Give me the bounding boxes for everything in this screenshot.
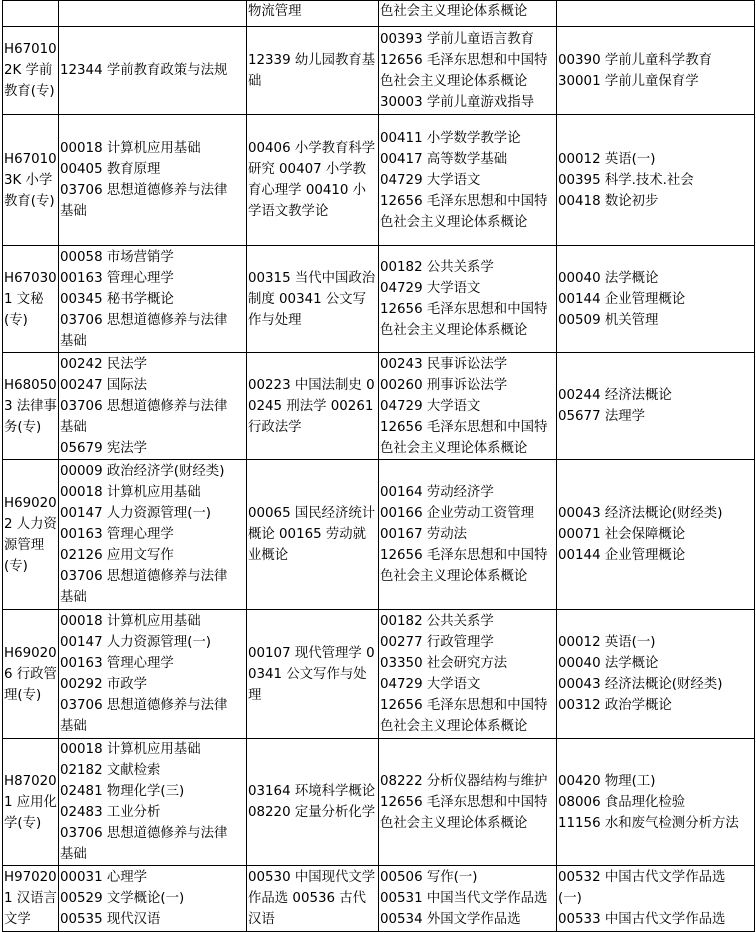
cell-line: 04729 大学语文 [380,398,481,414]
cell-text: H670103K 小学教育(专) [4,151,57,209]
cell-line: 08222 分析仪器结构与维护 [380,773,548,789]
cell-col4 [379,115,557,246]
cell-major [3,246,59,353]
cell-col3 [247,866,379,932]
cell-line: 08006 食品理化检验 [558,794,686,810]
cell-line: 02481 物理化学(三) [60,784,185,799]
cell-line: 11156 水和废气检测分析方法 [558,815,739,831]
cell-line: 00244 经济法概论 [558,388,672,403]
cell-text: 00406 小学教育科学研究 00407 小学教育心理学 00410 小学语文教学论 [248,141,376,219]
cell-line: 12656 毛泽东思想和中国特 [380,302,548,317]
cell-col4 [379,246,557,353]
cell-text: H870201 应用化学(专) [4,773,57,831]
cell-line: 00247 国际法 [60,377,148,393]
cell-line: 02182 文献检索 [60,763,161,778]
cell-line: 04729 大学语文 [380,172,481,188]
cell-col3 [247,460,379,610]
cell-line: 05677 法理学 [558,409,646,424]
cell-col2 [59,866,247,932]
cell-line: 00018 计算机应用基础 [60,614,201,629]
cell-line: 00144 企业管理概论 [558,548,686,563]
cell-line: 12344 学前教育政策与法规 [60,63,228,78]
cell-col4 [379,866,557,932]
cell-col2 [59,27,247,115]
cell-line: 00040 法学概论 [558,656,659,671]
cell-col4 [379,610,557,739]
cell-col2 [59,610,247,739]
cell-text: 12339 幼儿园教育基础 [248,52,376,89]
table-row [3,353,755,460]
cell-line: 00018 计算机应用基础 [60,141,201,156]
cell-line: 00147 人力资源管理(一) [60,506,212,521]
table-row [3,739,755,866]
cell-col5 [557,115,755,246]
cell-line: 基础 [60,204,87,219]
cell-col2 [59,1,247,27]
cell-line: 04729 大学语文 [380,677,481,692]
cell-text: 00530 中国现代文学作品选 00536 古代汉语 [248,870,376,927]
cell-line: 00009 政治经济学(财经类) [60,464,225,479]
cell-major [3,1,59,27]
cell-line: 00418 数论初步 [558,193,659,209]
table-row [3,246,755,353]
cell-line: 00312 政治学概论 [558,698,672,713]
cell-line: 00292 市政学 [60,677,148,692]
cell-line: 00277 行政管理学 [380,635,494,650]
cell-col3 [247,115,379,246]
cell-line: 00043 经济法概论(财经类) [558,677,723,692]
cell-line: 03350 社会研究方法 [380,656,508,671]
cell-col3 [247,246,379,353]
cell-line: 色社会主义理论体系概论 [380,440,528,456]
cell-col5 [557,1,755,27]
cell-line: 30003 学前儿童游戏指导 [380,94,534,110]
cell-col3 [247,610,379,739]
cell-line: 00534 外国文学作品选 [380,912,521,927]
table-row [3,27,755,115]
cell-line: (一) [558,891,582,906]
cell-line: 00147 人力资源管理(一) [60,635,212,650]
table-row-top [3,1,755,27]
cell-line: 00018 计算机应用基础 [60,742,201,757]
cell-col2 [59,460,247,610]
cell-line: 00260 刑事诉讼法学 [380,377,508,393]
cell-line: 00071 社会保障概论 [558,527,686,542]
cell-line: 00043 经济法概论(财经类) [558,506,723,521]
cell-col5 [557,610,755,739]
cell-text: 00223 中国法制史 00245 刑法学 00261 行政法学 [248,377,375,435]
cell-line: 色社会主义理论体系概论 [380,4,528,19]
cell-line: 12656 毛泽东思想和中国特 [380,52,548,68]
cell-line: 00506 写作(一) [380,870,478,885]
cell-col3 [247,27,379,115]
cell-col4 [379,27,557,115]
cell-line: 色社会主义理论体系概论 [380,815,528,831]
cell-line: 色社会主义理论体系概论 [380,214,528,230]
cell-text: H670102K 学前教育(专) [4,42,57,99]
cell-line: 基础 [60,419,87,435]
cell-line: 12656 毛泽东思想和中国特 [380,419,548,435]
cell-text: H970201 汉语言文学 [4,870,57,927]
cell-line: 00345 秘书学概论 [60,291,174,307]
cell-line: 03706 思想道德修养与法律 [60,183,228,198]
cell-col5 [557,460,755,610]
cell-line: 03706 思想道德修养与法律 [60,312,228,328]
cell-major [3,115,59,246]
cell-line: 00031 心理学 [60,870,148,885]
cell-col3 [247,739,379,866]
cell-line: 00420 物理(工) [558,773,656,789]
cell-line: 色社会主义理论体系概论 [380,719,528,734]
cell-line: 00509 机关管理 [558,312,659,328]
cell-line: 05679 宪法学 [60,440,148,456]
cell-line: 色社会主义理论体系概论 [380,569,528,584]
cell-major [3,610,59,739]
cell-line: 00144 企业管理概论 [558,291,686,307]
cell-line: 00395 科学.技术.社会 [558,172,694,188]
cell-col4 [379,460,557,610]
cell-line: 00242 民法学 [60,356,148,372]
cell-line: 12656 毛泽东思想和中国特 [380,548,548,563]
cell-text: 00107 现代管理学 00341 公文写作与处理 [248,645,375,703]
cell-line: 03706 思想道德修养与法律 [60,398,228,414]
cell-text: 00315 当代中国政治制度 00341 公文写作与处理 [248,270,376,328]
cell-col2 [59,115,247,246]
cell-line: 00163 管理心理学 [60,270,174,286]
cell-line: 00166 企业劳动工资管理 [380,506,534,521]
cell-col2 [59,353,247,460]
cell-major [3,739,59,866]
cell-line: 00417 高等数学基础 [380,151,508,167]
cell-line: 物流管理 [248,4,302,19]
cell-line: 30001 学前儿童保育学 [558,73,699,89]
cell-line: 00182 公共关系学 [380,260,494,275]
cell-line: 00163 管理心理学 [60,656,174,671]
cell-col5 [557,866,755,932]
exam-course-table [2,0,755,932]
cell-line: 04729 大学语文 [380,281,481,296]
cell-line: 03706 思想道德修养与法律 [60,569,228,584]
table-row [3,460,755,610]
cell-line: 00164 劳动经济学 [380,485,494,500]
cell-line: 基础 [60,590,87,605]
cell-line: 00163 管理心理学 [60,527,174,542]
cell-line: 00012 英语(一) [558,151,656,167]
cell-text: 03164 环境科学概论 08220 定量分析化学 [248,784,376,820]
cell-col4 [379,353,557,460]
cell-major [3,353,59,460]
cell-line: 基础 [60,333,87,349]
cell-line: 基础 [60,719,87,734]
cell-text: H680503 法律事务(专) [4,377,57,435]
cell-line: 00058 市场营销学 [60,249,174,265]
cell-col4 [379,739,557,866]
cell-major [3,866,59,932]
table-body [3,1,755,932]
cell-line: 02126 应用文写作 [60,548,174,563]
cell-text: H690202 人力资源管理(专) [4,495,57,574]
cell-col3 [247,353,379,460]
cell-line: 00405 教育原理 [60,162,161,177]
cell-line: 02483 工业分析 [60,805,161,820]
cell-line: 00182 公共关系学 [380,614,494,629]
cell-line: 00018 计算机应用基础 [60,485,201,500]
cell-line: 00390 学前儿童科学教育 [558,52,712,68]
cell-line: 00535 现代汉语 [60,912,161,927]
cell-line: 03706 思想道德修养与法律 [60,826,228,841]
cell-line: 12656 毛泽东思想和中国特 [380,698,548,713]
cell-line: 00531 中国当代文学作品选 [380,891,548,906]
cell-line: 12656 毛泽东思想和中国特 [380,794,548,810]
cell-text: H690206 行政管理(专) [4,645,57,703]
cell-line: 色社会主义理论体系概论 [380,323,528,338]
cell-col3 [247,1,379,27]
table-row [3,866,755,932]
cell-col5 [557,27,755,115]
cell-col2 [59,739,247,866]
cell-line: 00529 文学概论(一) [60,891,185,906]
cell-major [3,460,59,610]
cell-col5 [557,739,755,866]
cell-major [3,27,59,115]
cell-text: H670301 文秘(专) [4,270,57,328]
cell-line: 00532 中国古代文学作品选 [558,870,726,885]
cell-col5 [557,353,755,460]
cell-line: 00393 学前儿童语言教育 [380,31,534,47]
cell-line: 00012 英语(一) [558,635,656,650]
cell-text: 00065 国民经济统计概论 00165 劳动就业概论 [248,506,376,563]
cell-line: 03706 思想道德修养与法律 [60,698,228,713]
cell-line: 基础 [60,847,87,862]
cell-line: 色社会主义理论体系概论 [380,73,528,89]
cell-col5 [557,246,755,353]
cell-line: 12656 毛泽东思想和中国特 [380,193,548,209]
cell-line: 00411 小学数学教学论 [380,130,521,146]
table-row [3,610,755,739]
cell-col2 [59,246,247,353]
cell-col4 [379,1,557,27]
cell-line: 00040 法学概论 [558,270,659,286]
cell-line: 00167 劳动法 [380,527,468,542]
table-row [3,115,755,246]
cell-line: 00533 中国古代文学作品选 [558,912,726,927]
cell-line: 00243 民事诉讼法学 [380,356,508,372]
